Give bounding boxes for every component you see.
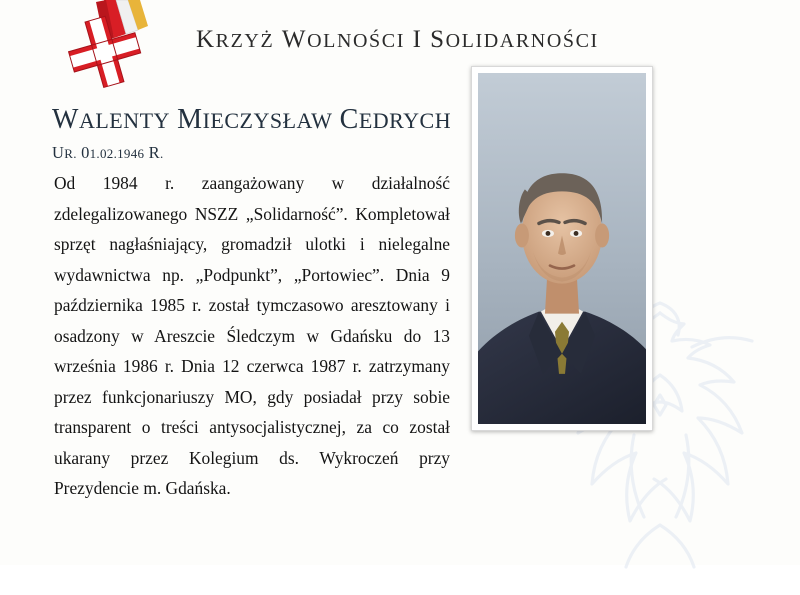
page-title-text: KRZYŻ WOLNOŚCI I SOLIDARNOŚCI <box>196 26 599 53</box>
portrait-frame <box>471 66 653 431</box>
document-header <box>0 0 800 78</box>
person-name: WALENTY MIECZYSŁAW CEDRYCH <box>52 104 452 135</box>
portrait-photo <box>478 73 646 424</box>
person-identity <box>52 104 472 163</box>
page-title <box>196 26 716 54</box>
solidarity-cross-icon <box>52 0 172 92</box>
person-birth-date: UR. 01.02.1946 R. <box>52 143 164 162</box>
biography-text: Od 1984 r. zaangażowany w działalność zdelegalizowanego NSZZ „Solidarność”. Kompletował sprzęt nagłaśniający, gromadził ulotki i nielegalne wydawnictwa np. „Podpunkt”, „Portowiec”. Dnia 9 października 1985 r. został tymczasowo aresztowany i osadzony w Areszcie Śledczym w Gdańsku do 13 września 1986 r. Dnia 12 czerwca 1987 r. zatrzymany przez funkcjonariuszy MO, gdy posiadał przy sobie transparent o treści antysocjalistycznej, za co został ukarany przez Kolegium ds. Wykroczeń przy Prezydencie m. Gdańska. <box>54 173 450 498</box>
